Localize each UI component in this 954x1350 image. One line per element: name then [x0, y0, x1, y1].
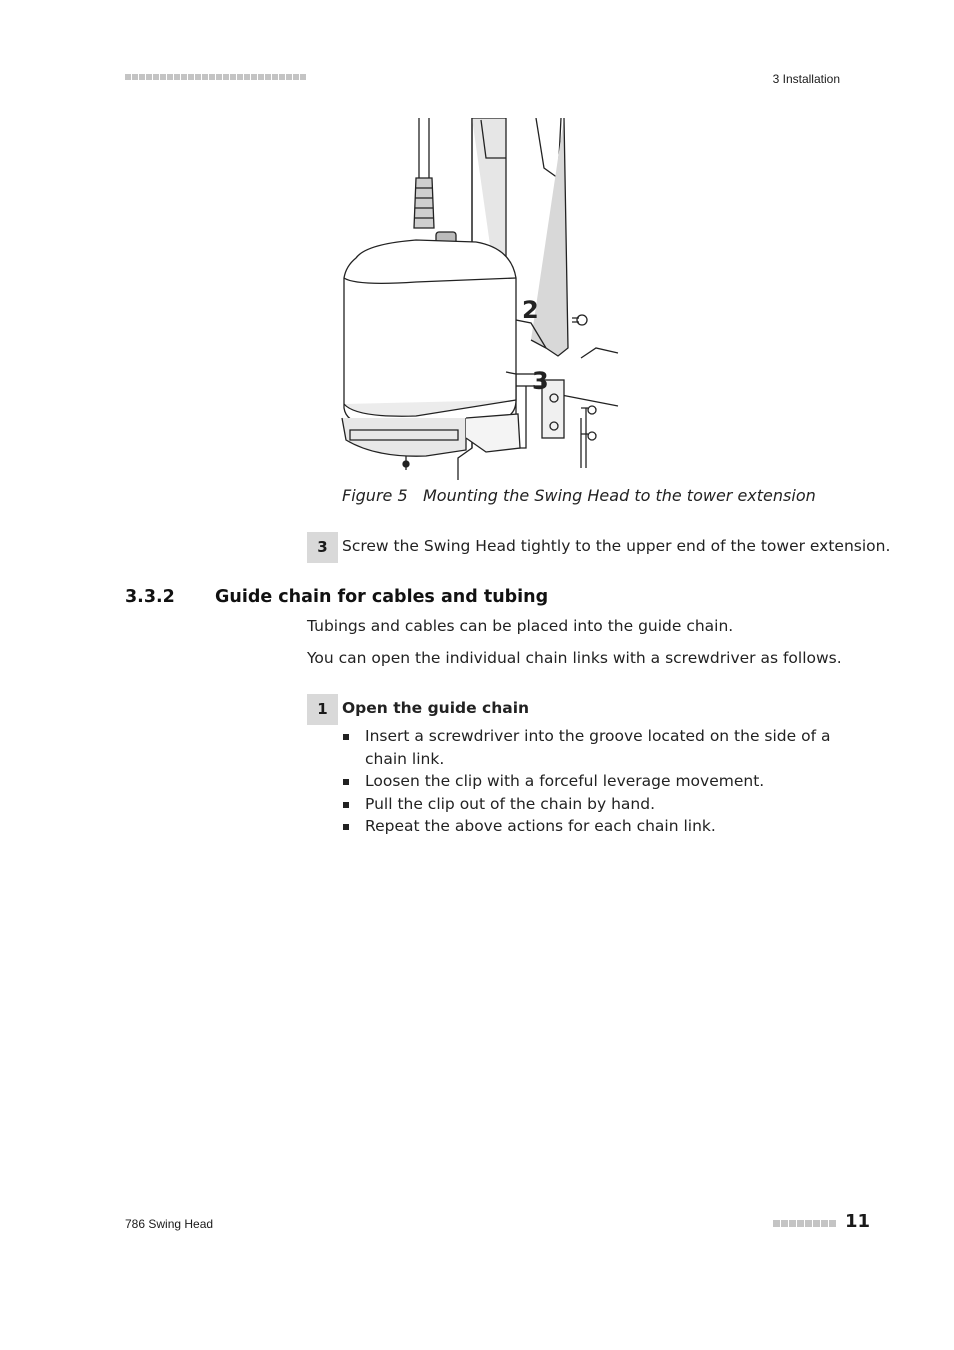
list-item [342, 815, 852, 838]
list-item-text: Loosen the clip with a forceful leverage movement. [365, 772, 765, 790]
figure-callout-2: 2 [522, 296, 539, 324]
bullet-list [342, 725, 852, 838]
footer-decoration [773, 1220, 836, 1227]
list-item [342, 793, 852, 816]
bullet-square-icon [343, 824, 349, 830]
list-item [342, 725, 852, 770]
swing-head-illustration [336, 118, 626, 480]
paragraph: You can open the individual chain links with a screwdriver as follows. [307, 649, 842, 667]
bullet-square-icon [343, 734, 349, 740]
header-decoration [125, 74, 306, 80]
list-item-text: Pull the clip out of the chain by hand. [365, 794, 655, 813]
step-title: Open the guide chain [342, 699, 530, 717]
header-section-label: 3 Installation [772, 72, 840, 86]
paragraph: Tubings and cables can be placed into the guide chain. [307, 617, 734, 635]
footer-product-name: 786 Swing Head [125, 1217, 214, 1231]
step-instruction: Screw the Swing Head tightly to the upper end of the tower extension. [342, 537, 891, 555]
step-number-badge: 1 [307, 694, 338, 725]
figure-swing-head-mounting [336, 118, 626, 480]
figure-callout-3: 3 [532, 367, 549, 395]
figure-caption-text: Mounting the Swing Head to the tower extension [423, 486, 816, 505]
bullet-square-icon [343, 802, 349, 808]
section-title: Guide chain for cables and tubing [215, 587, 549, 607]
section-number: 3.3.2 [125, 587, 175, 607]
figure-caption [342, 486, 816, 505]
list-item-text: Insert a screwdriver into the groove located on the side of a chain link. [365, 727, 831, 768]
list-item-text: Repeat the above actions for each chain link. [365, 817, 716, 835]
page-number: 11 [845, 1211, 871, 1232]
section-heading [125, 587, 548, 607]
step-number-badge: 3 [307, 532, 338, 563]
bullet-square-icon [343, 779, 349, 785]
figure-caption-number: Figure 5 [342, 486, 408, 505]
list-item [342, 770, 852, 793]
